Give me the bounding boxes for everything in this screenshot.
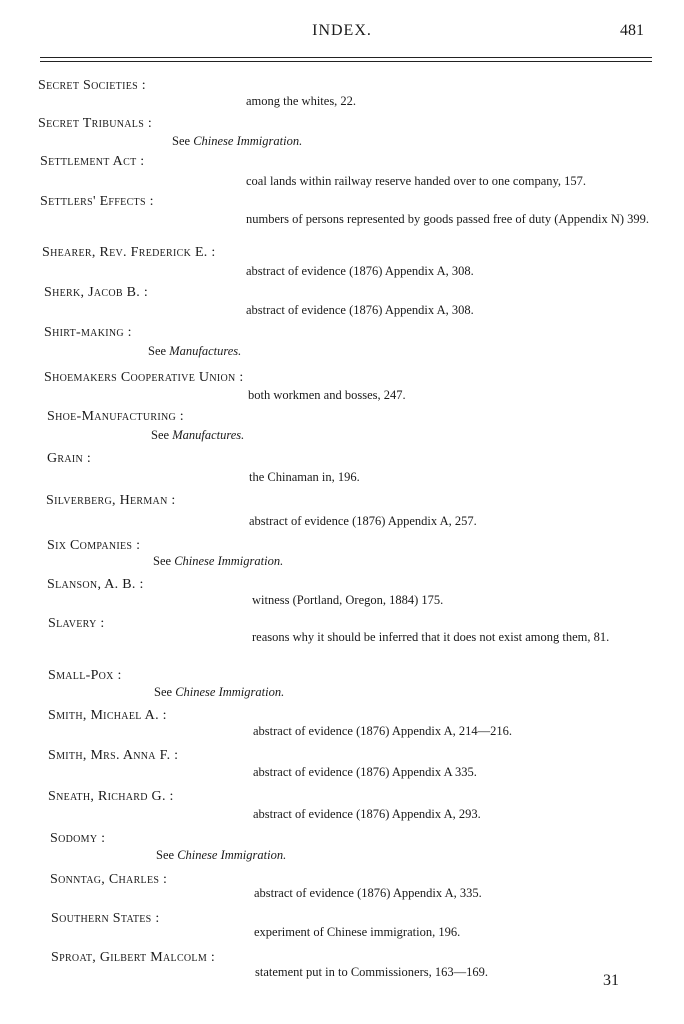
index-entry [51, 911, 671, 939]
entry-subtext: abstract of evidence (1876) Appendix A, 257. [249, 514, 477, 528]
entry-heading: Sproat, Gilbert Malcolm : [51, 950, 216, 965]
see-target: Chinese Immigration. [174, 554, 284, 568]
entry-subtext-line: reasons why it should be inferred that it does not exist among them, 81. [252, 630, 610, 644]
index-entry [47, 451, 667, 484]
index-entry [40, 194, 660, 226]
entry-subtext: abstract of evidence (1876) Appendix A, 293. [253, 807, 481, 821]
entry-subtext: coal lands within railway reserve handed over to one company, 157. [246, 174, 587, 188]
see-label: See [156, 848, 175, 862]
entry-heading: Slavery : [48, 616, 105, 631]
entry-see-reference [151, 428, 244, 443]
index-entry [44, 325, 664, 358]
entry-subtext: the Chinaman in, 196. [249, 470, 360, 484]
index-entry [38, 78, 658, 108]
entry-heading: Silverberg, Herman : [46, 493, 176, 508]
entry-see-reference [172, 134, 302, 149]
header-rule-bottom [40, 61, 652, 62]
entry-subtext [252, 631, 660, 644]
entry-subtext: both workmen and bosses, 247. [248, 388, 406, 402]
entry-subtext: abstract of evidence (1876) Appendix A, 214—216. [253, 724, 512, 738]
index-entry [48, 668, 668, 699]
entry-subtext: statement put in to Commissioners, 163—169. [255, 965, 488, 979]
index-entry [47, 538, 667, 568]
entry-heading: Secret Tribunals : [38, 116, 153, 131]
entry-heading: Settlers' Effects : [40, 194, 154, 209]
entry-heading: Settlement Act : [40, 154, 145, 169]
entry-subtext: abstract of evidence (1876) Appendix A, 308. [246, 264, 474, 278]
see-label: See [148, 344, 167, 358]
entry-heading: Shirt-making : [44, 325, 132, 340]
entry-heading: Sneath, Richard G. : [48, 789, 174, 804]
index-entry [44, 285, 664, 317]
see-label: See [172, 134, 191, 148]
entry-subtext: abstract of evidence (1876) Appendix A 335. [253, 765, 477, 779]
index-entry [38, 116, 658, 148]
index-entry [50, 872, 670, 900]
see-label: See [153, 554, 172, 568]
entry-see-reference [154, 685, 284, 700]
entry-heading: Six Companies : [47, 538, 141, 553]
index-entry [48, 748, 668, 779]
entry-heading: Sherk, Jacob B. : [44, 285, 149, 300]
entry-heading: Southern States : [51, 911, 160, 926]
entry-heading: Shoe-Manufacturing : [47, 409, 184, 424]
index-entry [48, 708, 668, 738]
index-entry [44, 370, 664, 402]
entry-heading: Sonntag, Charles : [50, 872, 168, 887]
entry-subtext-line: numbers of persons represented by goods passed free of duty (Appendix N) 399. [246, 212, 650, 226]
index-entry [46, 493, 666, 528]
index-entry [47, 409, 667, 442]
page-header-title: INDEX. [312, 22, 372, 39]
entry-heading: Shearer, Rev. Frederick E. : [42, 245, 216, 260]
entry-see-reference [153, 554, 283, 569]
index-entry [48, 616, 668, 644]
entry-heading: Smith, Mrs. Anna F. : [48, 748, 179, 763]
entry-see-reference [156, 848, 286, 863]
header-rule-top [40, 57, 652, 58]
index-entry [47, 577, 667, 607]
entry-heading: Secret Societies : [38, 78, 146, 93]
see-target: Manufactures. [169, 344, 242, 358]
entry-heading: Shoemakers Cooperative Union : [44, 370, 244, 385]
signature-number: 31 [603, 972, 619, 989]
see-target: Manufactures. [172, 428, 245, 442]
see-target: Chinese Immigration. [175, 685, 285, 699]
see-label: See [151, 428, 170, 442]
entry-heading: Smith, Michael A. : [48, 708, 167, 723]
index-entry [51, 950, 671, 979]
entry-subtext: abstract of evidence (1876) Appendix A, 335. [254, 886, 482, 900]
index-entry [40, 154, 660, 188]
entry-heading: Sodomy : [50, 831, 106, 846]
entry-subtext: experiment of Chinese immigration, 196. [254, 925, 461, 939]
see-label: See [154, 685, 173, 699]
entry-heading: Slanson, A. B. : [47, 577, 144, 592]
entry-subtext [246, 213, 654, 226]
entry-subtext: witness (Portland, Oregon, 1884) 175. [252, 593, 444, 607]
page-number: 481 [620, 22, 644, 39]
entry-heading: Grain : [47, 451, 92, 466]
see-target: Chinese Immigration. [177, 848, 287, 862]
entry-heading: Small-Pox : [48, 668, 122, 683]
index-entry [50, 831, 670, 862]
index-entry [42, 245, 662, 278]
see-target: Chinese Immigration. [193, 134, 303, 148]
entry-subtext: abstract of evidence (1876) Appendix A, 308. [246, 303, 474, 317]
entry-see-reference [148, 344, 241, 359]
entry-subtext: among the whites, 22. [246, 94, 357, 108]
index-entry [48, 789, 668, 821]
